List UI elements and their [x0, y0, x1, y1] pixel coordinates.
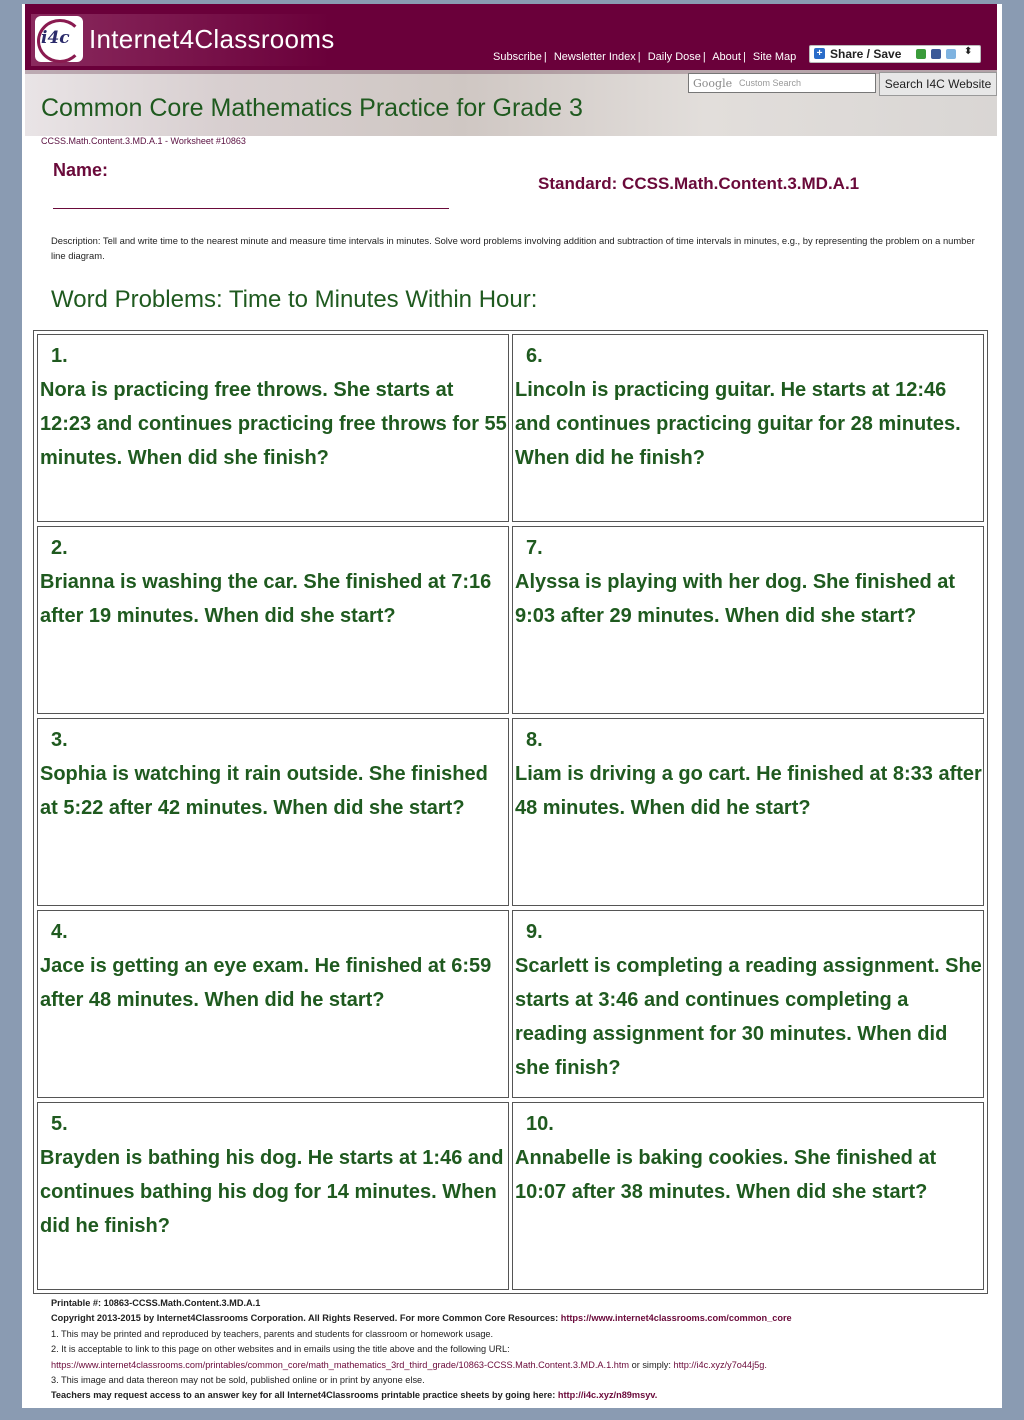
problem-text: Alyssa is playing with her dog. She finished at 9:03 after 29 minutes. When did she start?	[515, 571, 956, 627]
note-3: 3. This image and data thereon may not be sold, published online or in print by anyone else.	[51, 1375, 425, 1386]
worksheet-url-link[interactable]: https://www.internet4classrooms.com/printables/common_core/math_mathematics_3rd_third_grade/10863-CCSS.Math.Content.3.MD.A.1.htm	[51, 1359, 630, 1370]
search-button[interactable]: Search I4C Website	[879, 72, 997, 96]
page-title: Common Core Mathematics Practice for Grade 3	[41, 94, 583, 122]
problem-text: Brianna is washing the car. She finished at 7:16 after 19 minutes. When did she start?	[40, 571, 492, 627]
problem-text: Lincoln is practicing guitar. He starts at 12:46 and continues practicing guitar for 28 minutes. When did he finish?	[515, 379, 961, 469]
site-logo[interactable]	[31, 14, 335, 66]
problems-table	[33, 330, 988, 1294]
problem-number: 10.	[526, 1113, 554, 1135]
nav-subscribe[interactable]: Subscribe	[493, 51, 542, 63]
logo-text: Internet4Classrooms	[89, 24, 335, 54]
problem-number: 9.	[526, 921, 543, 943]
twitter-icon	[946, 49, 956, 59]
short-url-link[interactable]: http://i4c.xyz/y7o44j5g.	[673, 1359, 767, 1370]
name-label: Name:	[53, 160, 109, 180]
nav-newsletter-index[interactable]: Newsletter Index	[553, 51, 636, 63]
facebook-icon	[931, 49, 941, 59]
nav-site-map[interactable]: Site Map	[752, 51, 797, 63]
problem-number: 7.	[526, 537, 543, 559]
problem-cell	[37, 718, 509, 906]
common-core-link[interactable]: https://www.internet4classrooms.com/common_core	[560, 1313, 792, 1324]
problem-number: 3.	[51, 729, 68, 751]
problem-cell	[512, 526, 984, 714]
problem-cell	[37, 910, 509, 1098]
problem-text: Scarlett is completing a reading assignment. She starts at 3:46 and continues completing a reading assignment for 30 minutes. When did she finish?	[515, 955, 982, 1079]
description-text: Description: Tell and write time to the nearest minute and measure time intervals in minutes. Solve word problems involving addition and subtraction of time intervals in minutes, e.g., by representing the problem on a number line diagram.	[51, 235, 975, 261]
dropdown-arrows-icon: ⬍	[964, 46, 973, 57]
section-title: Word Problems: Time to Minutes Within Hour:	[51, 286, 538, 313]
problem-number: 5.	[51, 1113, 68, 1135]
site-header	[25, 4, 997, 70]
share-save-label: Share / Save	[830, 47, 902, 61]
problem-text: Liam is driving a go cart. He finished at 8:33 after 48 minutes. When did he start?	[515, 763, 982, 819]
standard-label: Standard: CCSS.Math.Content.3.MD.A.1	[538, 174, 860, 193]
google-brand: Google	[693, 77, 733, 90]
printable-number: Printable #: 10863-CCSS.Math.Content.3.MD.A.1	[51, 1298, 261, 1308]
worksheet-breadcrumb: CCSS.Math.Content.3.MD.A.1 - Worksheet #10863	[41, 136, 246, 146]
search-placeholder: Custom Search	[739, 78, 802, 88]
note-1: 1. This may be printed and reproduced by teachers, parents and students for classroom or homework usage.	[51, 1328, 494, 1339]
problem-cell	[512, 334, 984, 522]
problem-number: 1.	[51, 345, 68, 367]
worksheet-page	[22, 4, 1002, 1408]
problem-text: Annabelle is baking cookies. She finished at 10:07 after 38 minutes. When did she start?	[515, 1147, 937, 1203]
top-navigation: Subscribe | Newsletter Index | Daily Dose | About | Site Map	[493, 51, 797, 63]
name-underline	[53, 208, 449, 209]
problem-text: Jace is getting an eye exam. He finished at 6:59 after 48 minutes. When did he start?	[40, 955, 492, 1011]
search-input[interactable]	[688, 73, 876, 93]
share-save-button[interactable]	[809, 45, 981, 63]
nav-daily-dose[interactable]: Daily Dose	[647, 51, 701, 63]
note-2-or: or simply:	[629, 1359, 674, 1370]
problem-number: 4.	[51, 921, 68, 943]
nav-about[interactable]: About	[712, 51, 741, 63]
note-2: 2. It is acceptable to link to this page on other websites and in emails using the title above and the following URL:	[51, 1344, 510, 1355]
copyright-text: Copyright 2013-2015 by Internet4Classrooms Corporation. All Rights Reserved. For more Common Core Resources:	[51, 1313, 559, 1324]
page-footer	[51, 1296, 991, 1404]
problem-text: Brayden is bathing his dog. He starts at 1:46 and continues bathing his dog for 14 minutes. When did he finish?	[40, 1147, 504, 1237]
problem-cell	[37, 1102, 509, 1290]
answer-key-text: Teachers may request access to an answer key for all Internet4Classrooms printable practice sheets by going here:	[51, 1390, 556, 1401]
problem-text: Nora is practicing free throws. She starts at 12:23 and continues practicing free throws for 55 minutes. When did she finish?	[40, 379, 507, 469]
share-green-icon	[916, 49, 926, 59]
problem-number: 2.	[51, 537, 68, 559]
problem-cell	[512, 718, 984, 906]
problem-text: Sophia is watching it rain outside. She finished at 5:22 after 42 minutes. When did she start?	[40, 763, 488, 819]
problem-cell	[512, 910, 984, 1098]
logo-badge-icon	[35, 16, 83, 62]
problem-cell	[37, 334, 509, 522]
share-plus-icon: +	[814, 48, 825, 59]
answer-key-link[interactable]: http://i4c.xyz/n89msyv.	[557, 1390, 658, 1401]
problem-cell	[512, 1102, 984, 1290]
answer-key-line	[51, 1388, 991, 1403]
problem-number: 8.	[526, 729, 543, 751]
logo-badge-text: i4c	[41, 28, 70, 48]
problem-cell	[37, 526, 509, 714]
copyright-line	[51, 1311, 991, 1326]
note-2-urls	[51, 1358, 991, 1373]
problem-number: 6.	[526, 345, 543, 367]
